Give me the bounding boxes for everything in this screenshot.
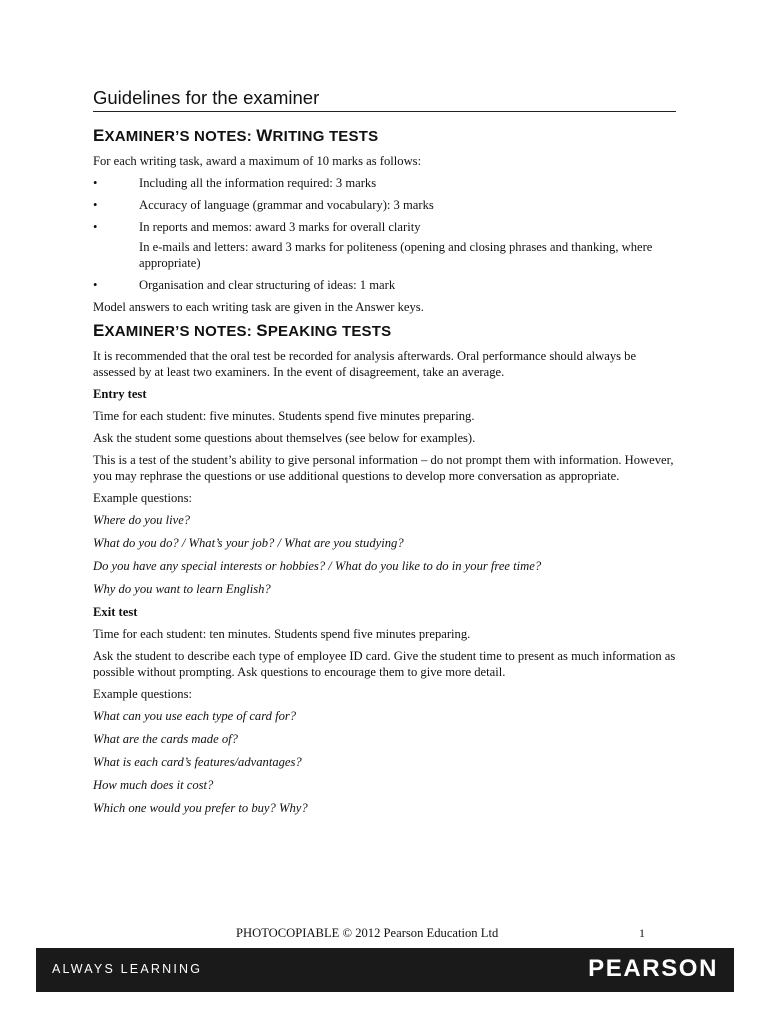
example-question: Do you have any special interests or hobbies? / What do you like to do in your free time? [93, 559, 542, 573]
page-number: 1 [639, 926, 645, 940]
footer-band [36, 948, 734, 992]
section-heading-speaking: EXAMINER’S NOTES: SPEAKING TESTS [93, 321, 392, 340]
bullet-icon: • [93, 278, 98, 292]
model-answers-note: Model answers to each writing task are given in the Answer keys. [93, 300, 424, 314]
exit-test-time: Time for each student: ten minutes. Students spend five minutes preparing. [93, 627, 471, 641]
entry-examples-label: Example questions: [93, 491, 192, 505]
example-question: What can you use each type of card for? [93, 709, 297, 723]
example-question: What is each card’s features/advantages? [93, 755, 302, 769]
example-question: What are the cards made of? [93, 732, 238, 746]
exit-test-heading: Exit test [93, 605, 138, 619]
entry-test-description: This is a test of the student’s ability to give personal information – do not prompt them with information. However, you may rephrase the questions or use additional questions to develop more conversation as appropriate. [93, 453, 674, 483]
entry-test-ask: Ask the student some questions about themselves (see below for examples). [93, 431, 476, 445]
entry-test-heading: Entry test [93, 387, 147, 401]
list-item: • Accuracy of language (grammar and vocabulary): 3 marks [93, 198, 434, 212]
writing-marks-list [93, 175, 676, 293]
example-question: Why do you want to learn English? [93, 582, 271, 596]
list-item: • In reports and memos: award 3 marks for overall clarity [93, 220, 421, 234]
list-item: • Organisation and clear structuring of ideas: 1 mark [93, 278, 396, 292]
section-heading-writing: EXAMINER’S NOTES: WRITING TESTS [93, 126, 379, 145]
list-item: • Including all the information required: 3 marks [93, 176, 377, 190]
speaking-intro: It is recommended that the oral test be recorded for analysis afterwards. Oral performance should always be assessed by at least two examiners. In the event of disagreement, take an average. [93, 349, 637, 379]
page-title: Guidelines for the examiner [93, 86, 676, 112]
entry-test-time: Time for each student: five minutes. Students spend five minutes preparing. [93, 409, 475, 423]
exit-examples-label: Example questions: [93, 687, 192, 701]
example-question: Which one would you prefer to buy? Why? [93, 801, 308, 815]
exit-test-ask: Ask the student to describe each type of employee ID card. Give the student time to present as much information as possible without prompting. Ask questions to encourage them to give more detail. [93, 649, 676, 679]
copyright-notice: PHOTOCOPIABLE © 2012 Pearson Education Ltd [236, 926, 499, 940]
bullet-icon: • [93, 220, 98, 234]
pearson-logo: PEARSON [588, 955, 718, 982]
tagline: ALWAYS LEARNING [52, 962, 203, 976]
bullet-icon: • [93, 198, 98, 212]
list-item-continuation: In e-mails and letters: award 3 marks for politeness (opening and closing phrases and thanking, where appropriate) [139, 240, 653, 270]
example-question: What do you do? / What’s your job? / What are you studying? [93, 536, 404, 550]
writing-intro: For each writing task, award a maximum of 10 marks as follows: [93, 154, 422, 168]
document-body [93, 126, 676, 823]
bullet-icon: • [93, 176, 98, 190]
example-question: How much does it cost? [93, 778, 214, 792]
example-question: Where do you live? [93, 513, 191, 527]
